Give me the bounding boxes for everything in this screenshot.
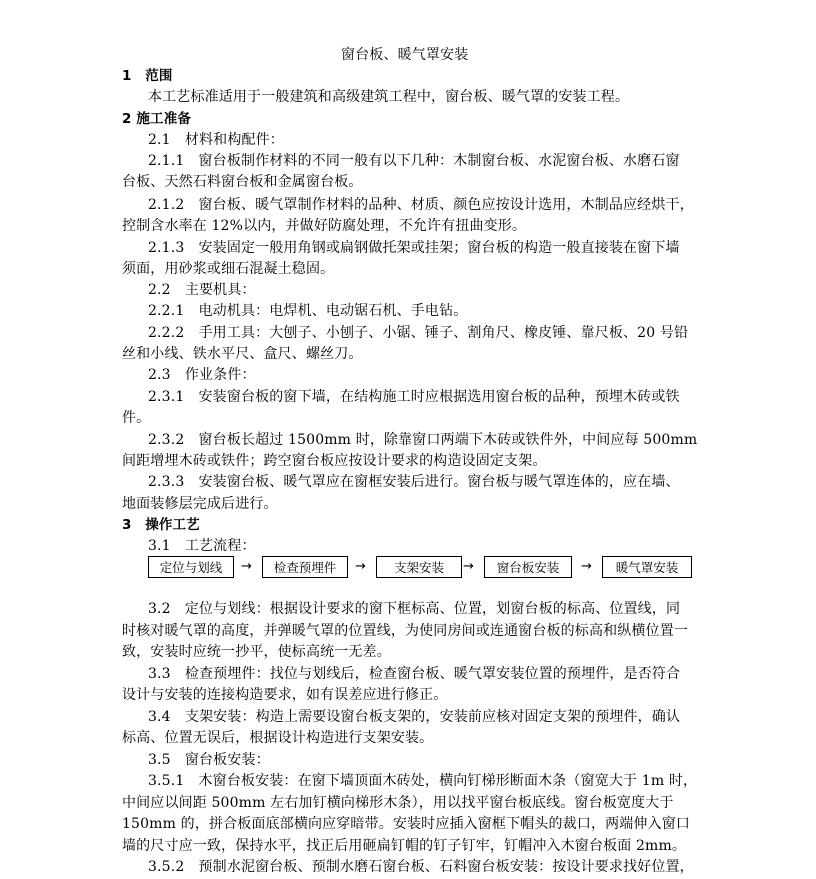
- paragraph-line: 本工艺标准适用于一般建筑和高级建筑工程中，窗台板、暖气罩的安装工程。: [148, 89, 630, 105]
- section-heading-2: 2 施工准备: [122, 111, 191, 127]
- paragraph-line: 3.5.2 预制水泥窗台板、预制水磨石窗台板、石料窗台板安装：按设计要求找好位置，: [148, 859, 694, 875]
- paragraph-line: 须面，用砂浆或细石混凝土稳固。: [122, 261, 335, 277]
- paragraph-line: 3.3 检查预埋件：找位与划线后，检查窗台板、暖气罩安装位置的预埋件，是否符合: [148, 666, 681, 682]
- subsection-heading: 3.5 窗台板安装：: [148, 752, 270, 768]
- paragraph-line: 3.5.1 木窗台板安装：在窗下墙顶面木砖处，横向钉梯形断面木条（窗宽大于 1m 时，: [148, 773, 698, 789]
- paragraph-line: 2.1.1 窗台板制作材料的不同一般有以下几种：木制窗台板、水泥窗台板、水磨石窗: [148, 153, 680, 169]
- flow-step-radiator-cover: 暖气罩安装: [602, 556, 692, 578]
- flow-arrow: →: [581, 559, 592, 574]
- paragraph-line: 墙的尺寸应一致，保持水平，找正后用砸扁钉帽的钉子钉牢，钉帽冲入木窗台板面 2mm。: [122, 838, 687, 854]
- paragraph-line: 3.2 定位与划线：根据设计要求的窗下框标高、位置，划窗台板的标高、位置线，同: [148, 601, 681, 617]
- flow-arrow: →: [355, 559, 366, 574]
- flow-step-bracket-install: 支架安装: [376, 556, 462, 578]
- section-heading-1: 1 范围: [122, 68, 173, 84]
- flow-step-sill-install: 窗台板安装: [484, 556, 572, 578]
- flow-arrow: →: [463, 559, 474, 574]
- paragraph-line: 控制含水率在 12%以内，并做好防腐处理，不允许有扭曲变形。: [122, 218, 527, 234]
- paragraph-line: 3.4 支架安装：构造上需要设窗台板支架的，安装前应核对固定支架的预埋件，确认: [148, 709, 681, 725]
- flow-arrow: →: [241, 559, 252, 574]
- paragraph-line: 2.2.1 电动机具：电焊机、电动锯石机、手电钻。: [148, 303, 468, 319]
- paragraph-line: 台板、天然石料窗台板和金属窗台板。: [122, 174, 363, 190]
- paragraph-line: 标高、位置无误后，根据设计构造进行支架安装。: [122, 730, 434, 746]
- paragraph-line: 2.1.2 窗台板、暖气罩制作材料的品种、材质、颜色应按设计选用，木制品应经烘干，: [148, 197, 694, 213]
- paragraph-line: 时核对暖气罩的高度，并弹暖气罩的位置线，为使同房间或连通窗台板的标高和纵横位置一: [122, 623, 688, 639]
- paragraph-line: 设计与安装的连接构造要求，如有误差应进行修正。: [122, 687, 448, 703]
- subsection-heading: 2.1 材料和构配件：: [148, 132, 284, 148]
- paragraph-line: 2.1.3 安装固定一般用角钢或扁钢做托架或挂架；窗台板的构造一般直接装在窗下墙: [148, 240, 680, 256]
- paragraph-line: 地面装修层完成后进行。: [122, 496, 278, 512]
- subsection-heading: 3.1 工艺流程：: [148, 538, 256, 554]
- subsection-heading: 2.3 作业条件：: [148, 367, 256, 383]
- paragraph-line: 2.3.2 窗台板长超过 1500mm 时，除靠窗口两端下木砖或铁件外，中间应每 500mm: [148, 432, 698, 448]
- paragraph-line: 2.3.1 安装窗台板的窗下墙，在结构施工时应根据选用窗台板的品种，预埋木砖或铁: [148, 389, 680, 405]
- section-heading-3: 3 操作工艺: [122, 517, 200, 533]
- paragraph-line: 2.2.2 手用工具：大刨子、小刨子、小锯、锤子、割角尺、橡皮锤、靠尺板、20 号铅: [148, 325, 689, 341]
- flow-step-positioning: 定位与划线: [148, 556, 234, 578]
- paragraph-line: 丝和小线、铁水平尺、盒尺、螺丝刀。: [122, 346, 363, 362]
- paragraph-line: 2.3.3 安装窗台板、暖气罩应在窗框安装后进行。窗台板与暖气罩连体的，应在墙、: [148, 474, 680, 490]
- subsection-heading: 2.2 主要机具：: [148, 282, 256, 298]
- paragraph-line: 中间应以间距 500mm 左右加钉横向梯形木条），用以找平窗台板底线。窗台板宽度大于: [122, 795, 674, 811]
- paragraph-line: 150mm 的，拼合板面底部横向应穿暗带。安装时应插入窗框下帽头的裁口，两端伸入窗口: [122, 816, 691, 832]
- document-title: 窗台板、暖气罩安装: [341, 47, 469, 63]
- flow-step-check-embedded: 检查预埋件: [262, 556, 348, 578]
- paragraph-line: 件。: [122, 410, 151, 426]
- paragraph-line: 间距增埋木砖或铁件；跨空窗台板应按设计要求的构造设固定支架。: [122, 453, 547, 469]
- paragraph-line: 致，安装时应统一抄平，使标高统一无差。: [122, 644, 391, 660]
